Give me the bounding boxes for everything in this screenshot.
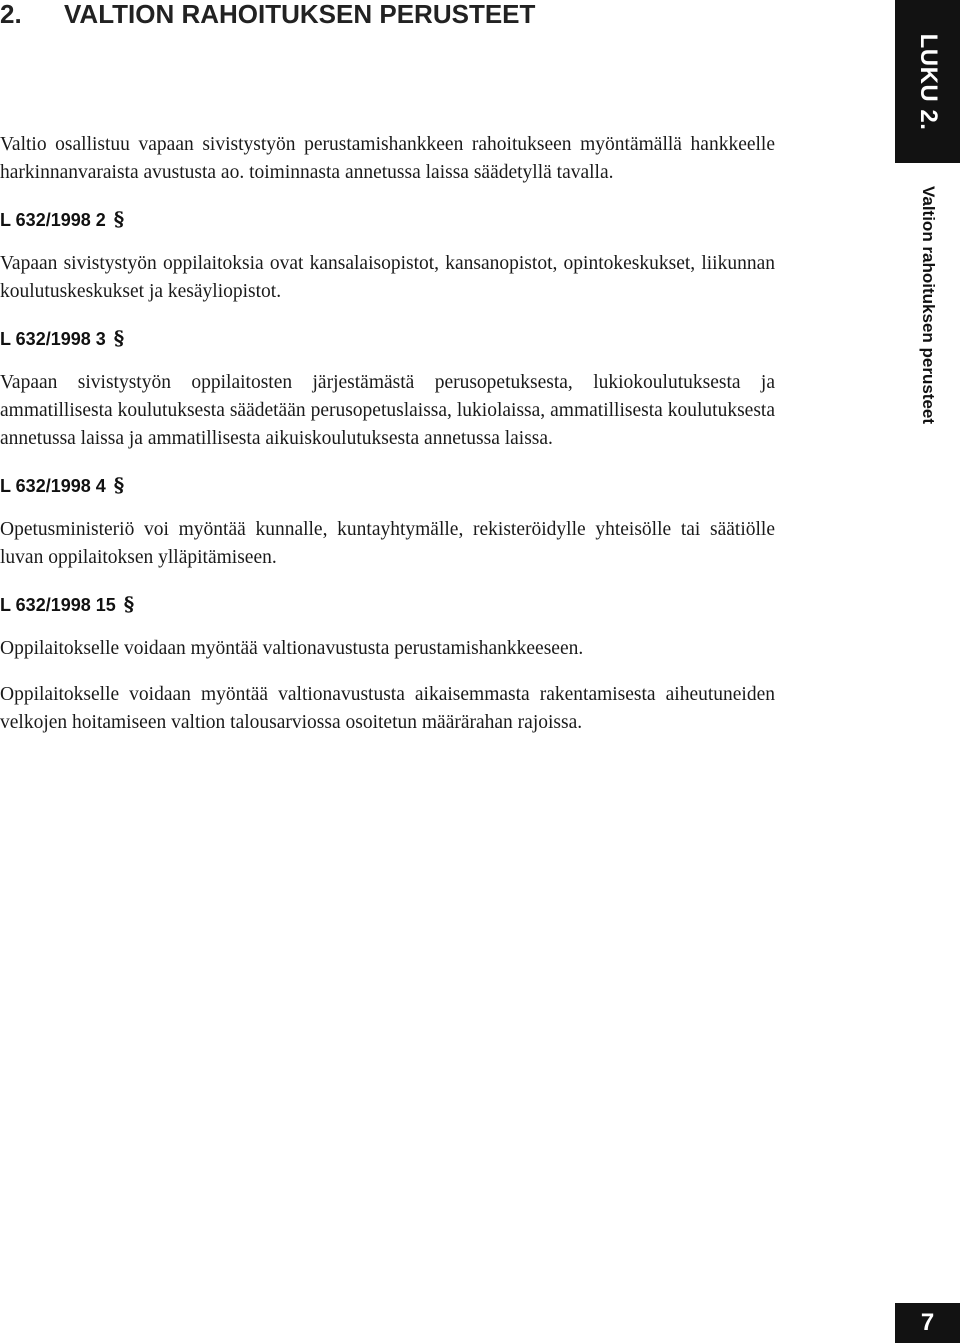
- law-reference-text: L 632/1998 4: [0, 476, 106, 496]
- section-paragraph: Oppilaitokselle voidaan myöntää valtionavustusta perustamishankkeeseen.: [0, 638, 584, 659]
- section-sign-icon: §: [113, 326, 125, 350]
- law-section: [0, 205, 775, 306]
- chapter-title: VALTION RAHOITUKSEN PERUSTEET: [64, 0, 536, 29]
- law-reference-text: L 632/1998 3: [0, 329, 106, 349]
- law-section: [0, 471, 775, 572]
- section-sign-icon: §: [113, 207, 125, 231]
- intro-paragraph: Valtio osallistuu vapaan sivistystyön perustamishankkeen rahoitukseen myöntämällä hankkeelle harkinnanvaraista avustusta ao. toiminnasta annetussa laissa säädetyllä tavalla.: [0, 134, 775, 183]
- law-reference: [0, 205, 775, 234]
- section-paragraph: Opetusministeriö voi myöntää kunnalle, kuntayhtymälle, rekisteröidylle yhteisölle tai säätiölle luvan oppilaitoksen ylläpitämiseen.: [0, 519, 775, 568]
- law-section: [0, 324, 775, 453]
- chapter-number: 2.: [0, 0, 22, 29]
- page-number: 7: [895, 1303, 960, 1343]
- law-reference-text: L 632/1998 2: [0, 210, 106, 230]
- law-section: [0, 590, 775, 737]
- law-reference: [0, 471, 775, 500]
- chapter-heading: [0, 0, 820, 30]
- document-body: [0, 131, 775, 755]
- law-reference-text: L 632/1998 15: [0, 595, 116, 615]
- section-paragraph: Oppilaitokselle voidaan myöntää valtionavustusta aikaisemmasta rakentamisesta aiheutuneiden velkojen hoitamiseen valtion talousarviossa osoitetun määrärahan rajoissa.: [0, 684, 775, 733]
- section-paragraph: Vapaan sivistystyön oppilaitoksia ovat kansalaisopistot, kansanopistot, opintokeskukset, liikunnan koulutuskeskukset ja kesäyliopistot.: [0, 253, 775, 302]
- chapter-tab: [895, 0, 960, 163]
- law-reference: [0, 590, 775, 619]
- section-paragraph: Vapaan sivistystyön oppilaitosten järjestämästä perusopetuksesta, lukiokoulutuksesta ja ammatillisesta koulutuksesta säädetään perusopetuslaissa, lukiolaissa, ammatillisesta koulutuksesta annetussa laissa ja ammatillisesta aikuiskoulutuksesta annetussa laissa.: [0, 372, 775, 449]
- section-sign-icon: §: [123, 592, 135, 616]
- law-reference: [0, 324, 775, 353]
- chapter-tab-label: LUKU 2.: [914, 33, 942, 130]
- running-title: Valtion rahoituksen perusteet: [919, 185, 938, 425]
- section-sign-icon: §: [113, 473, 125, 497]
